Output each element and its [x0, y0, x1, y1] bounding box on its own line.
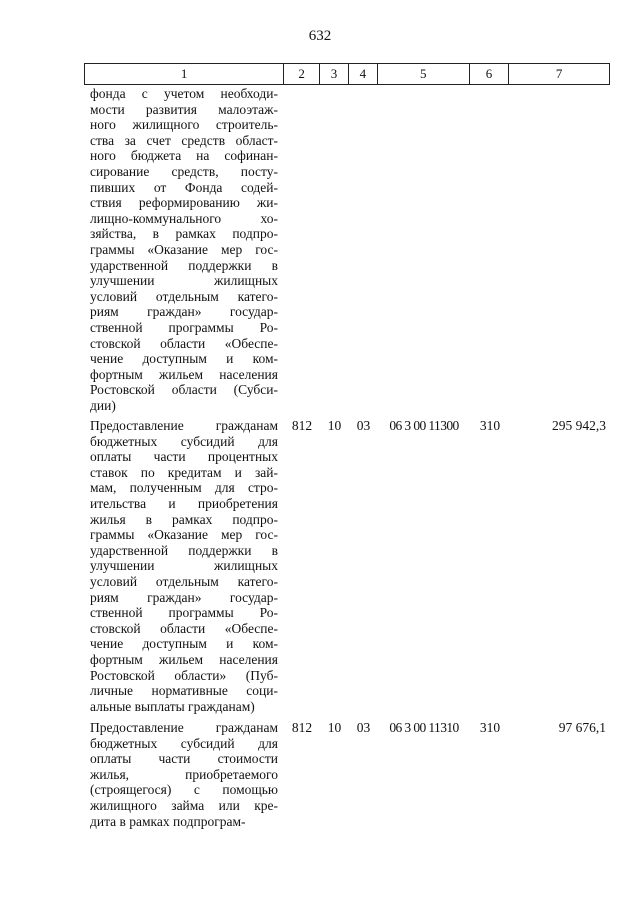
text-line: дита в рамках подпрограм-: [90, 813, 246, 829]
expense-type-code: 310: [479, 720, 501, 735]
text-line: лищно-коммунального хо-: [90, 210, 278, 226]
text-line: бюджетных субсидий для: [90, 735, 278, 751]
text-line: чение доступным и ком-: [90, 351, 278, 367]
text-line: улучшении жилищных: [90, 558, 278, 574]
text-line: условий отдельным катего-: [90, 573, 278, 589]
text-line: жилищного займа или кре-: [90, 797, 278, 813]
text-line: фортным жильем населения: [90, 366, 278, 382]
text-line: фортным жильем населения: [90, 651, 278, 667]
text-line: личные нормативные соци-: [90, 683, 278, 699]
text-line: ударственной поддержки в: [90, 542, 278, 558]
text-line: ного бюджета на софинан-: [90, 148, 278, 164]
amount: 97 676,1: [558, 720, 606, 735]
continued-description: [90, 86, 278, 413]
header-col-2: 2: [284, 64, 320, 84]
row-description: [90, 418, 278, 714]
text-line: ственной программы Ро-: [90, 319, 278, 335]
target-article-code: 06 3 00 11310: [389, 720, 459, 735]
text-line: оплаты части стоимости: [90, 751, 278, 767]
header-col-7: 7: [555, 66, 563, 81]
text-line: фонда с учетом необходи-: [90, 86, 278, 101]
expense-type-code: 310: [479, 418, 501, 433]
header-col-6: 6: [470, 64, 510, 84]
text-line: Предоставление гражданам: [90, 418, 278, 433]
text-line: жилья, приобретаемого: [90, 766, 278, 782]
text-line: стовской области «Обеспе-: [90, 335, 278, 351]
text-line: жилья в рамках подпро-: [90, 511, 278, 527]
section-code: 10: [327, 418, 342, 433]
text-line: риям граждан» государ-: [90, 304, 278, 320]
text-line: альные выплаты гражданам): [90, 698, 255, 714]
subsection-code: 03: [356, 720, 371, 735]
text-line: (строящегося) с помощью: [90, 782, 278, 798]
text-line: ства за счет средств област-: [90, 132, 278, 148]
text-line: ставок по кредитам и зай-: [90, 464, 278, 480]
text-line: ударственной поддержки в: [90, 257, 278, 273]
text-line: оплаты части процентных: [90, 449, 278, 465]
text-line: ственной программы Ро-: [90, 605, 278, 621]
text-line: чение доступным и ком-: [90, 636, 278, 652]
text-line: граммы «Оказание мер гос-: [90, 241, 278, 257]
header-col-4: 4: [349, 64, 378, 84]
text-line: Ростовской области (Субси-: [90, 382, 278, 398]
text-line: условий отдельным катего-: [90, 288, 278, 304]
amount: 295 942,3: [552, 418, 606, 433]
text-line: риям граждан» государ-: [90, 589, 278, 605]
header-col-5: 5: [378, 64, 470, 84]
text-line: Предоставление гражданам: [90, 720, 278, 735]
text-line: граммы «Оказание мер гос-: [90, 527, 278, 543]
text-line: зяйства, в рамках подпро-: [90, 226, 278, 242]
text-line: мам, полученным для стро-: [90, 480, 278, 496]
text-line: ительства и приобретения: [90, 495, 278, 511]
header-col-3: 3: [320, 64, 349, 84]
row-description: [90, 720, 278, 829]
text-line: пивших от Фонда содей-: [90, 179, 278, 195]
text-line: ного жилищного строитель-: [90, 117, 278, 133]
text-line: мости развития малоэтаж-: [90, 101, 278, 117]
text-line: Ростовской области» (Пуб-: [90, 667, 278, 683]
header-col-1: 1: [85, 64, 284, 84]
ministry-code: 812: [291, 720, 313, 735]
text-line: ствия реформированию жи-: [90, 195, 278, 211]
text-line: сирование средств, посту-: [90, 163, 278, 179]
ministry-code: 812: [291, 418, 313, 433]
text-line: дии): [90, 397, 116, 413]
text-line: бюджетных субсидий для: [90, 433, 278, 449]
target-article-code: 06 3 00 11300: [389, 418, 459, 433]
section-code: 10: [327, 720, 342, 735]
text-line: улучшении жилищных: [90, 273, 278, 289]
table-header-row: [84, 63, 610, 85]
page-number: 632: [308, 28, 332, 44]
subsection-code: 03: [356, 418, 371, 433]
text-line: стовской области «Обеспе-: [90, 620, 278, 636]
